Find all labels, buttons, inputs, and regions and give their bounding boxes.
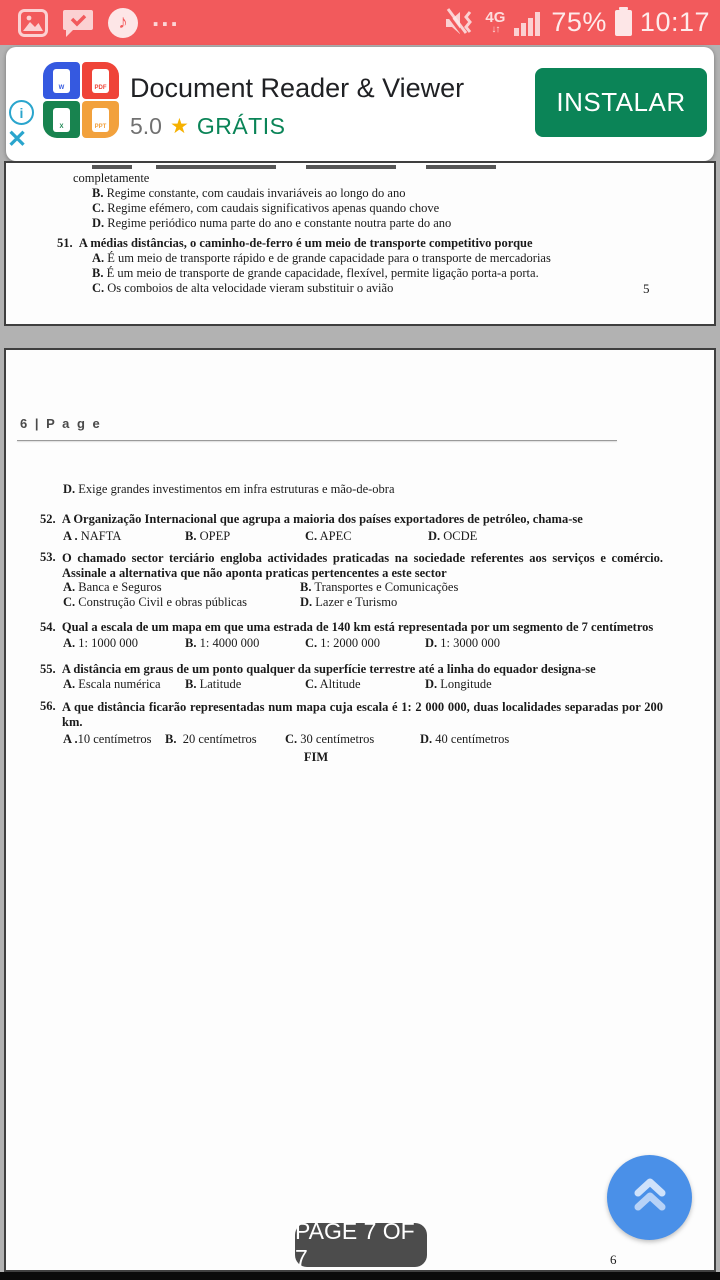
question-52: 52. A Organização Internacional que agrupa a maioria dos países exportadores de petróleo, chama-se [40, 512, 583, 526]
star-icon: ★ [169, 115, 189, 138]
ppt-doc-icon: PPT [82, 101, 119, 138]
music-app-icon: ♪ [108, 8, 138, 38]
question-53: 53. [40, 550, 56, 564]
excel-doc-icon: X [43, 101, 80, 138]
battery-percent-label: 75% [551, 7, 607, 37]
question-53-option-d: D. Lazer e Turismo [300, 595, 398, 609]
bottom-edge-bar [0, 1272, 720, 1280]
clipped-text-fragments [426, 165, 496, 169]
price-label: GRÁTIS [196, 113, 286, 139]
question-54-option-c: C. 1: 2000 000 [305, 636, 381, 650]
network-type-indicator: 4G ↓↑ [485, 9, 506, 35]
question-54-option-b: B. 1: 4000 000 [185, 636, 260, 650]
intro-option-d: D. Exige grandes investimentos em infra estruturas e mão-de-obra [63, 482, 395, 496]
ad-rating-row [130, 113, 285, 140]
mute-vibrate-icon [443, 8, 477, 38]
signal-strength-icon [513, 10, 543, 36]
page-6-number: 6 [610, 1252, 617, 1267]
question-53-option-c: C. Construção Civil e obras públicas [63, 595, 248, 609]
battery-icon [615, 10, 632, 36]
gallery-icon [18, 9, 48, 37]
page-5-number: 5 [643, 281, 650, 296]
ad-close-icon[interactable]: ✕ [7, 126, 28, 153]
rating-value: 5.0 [130, 113, 162, 139]
pdf-doc-icon: PDF [82, 62, 119, 99]
page-header: 6 | P a g e [20, 416, 102, 431]
question-54-option-a: A. 1: 1000 000 [63, 636, 139, 650]
question-55-option-d: D. Longitude [425, 677, 492, 691]
chevrons-up-icon [629, 1175, 671, 1220]
app-icon [43, 62, 119, 138]
document-page-5[interactable] [4, 161, 716, 326]
doc-option: B. Regime constante, com caudais invariáveis ao longo do ano [92, 186, 406, 200]
question-53-option-b: B. Transportes e Comunicações [300, 580, 459, 594]
question-54: 54. Qual a escala de um mapa em que uma estrada de 140 km está representada por um segmento de 7 centímetros [40, 620, 654, 634]
page-indicator-badge: PAGE 7 OF 7 [295, 1223, 427, 1267]
question-51: 51. A médias distâncias, o caminho-de-ferro é um meio de transporte competitivo porque [57, 236, 533, 250]
status-bar [0, 0, 720, 45]
question-51-option-b: B. É um meio de transporte de grande capacidade, flexível, permite ligação porta-a porta. [92, 266, 539, 280]
question-56-option-c: C. 30 centímetros [285, 732, 375, 746]
ad-app-title: Document Reader & Viewer [130, 73, 465, 103]
question-52-option-c: C. APEC [305, 529, 352, 543]
question-52-option-b: B. OPEP [185, 529, 231, 543]
end-of-exam-label: FIM [303, 750, 329, 764]
header-rule [17, 440, 617, 441]
clipped-text-fragments [156, 165, 276, 169]
clipped-text-fragments [306, 165, 396, 169]
install-button[interactable]: INSTALAR [535, 68, 707, 137]
question-55-option-b: B. Latitude [185, 677, 242, 691]
question-54-option-d: D. 1: 3000 000 [425, 636, 501, 650]
question-55-option-a: A. Escala numérica [63, 677, 161, 691]
question-53-option-a: A. Banca e Seguros [63, 580, 162, 594]
message-check-icon [62, 8, 94, 38]
document-page-6[interactable] [4, 348, 716, 1272]
more-indicator: ... [152, 2, 180, 32]
clipped-text-fragments [92, 165, 132, 169]
clock-label: 10:17 [639, 7, 710, 37]
question-56-text: A que distância ficarão representadas num mapa cuja escala é 1: 2 000 000, duas localidades separadas por 200 km. [62, 700, 663, 729]
question-56-option-a: A .10 centímetros [63, 732, 152, 746]
question-53-text: O chamado sector terciário engloba actividades praticadas na sociedade referentes aos serviços e comércio. Assinale a alternativa que não aponta praticas pertencentes a este sector [62, 551, 663, 580]
doc-option: D. Regime periódico numa parte do ano e constante noutra parte do ano [92, 216, 452, 230]
question-56: 56. [40, 699, 56, 713]
question-51-option-c: C. Os comboios de alta velocidade vieram substituir o avião [92, 281, 394, 295]
doc-line: completamente [73, 171, 150, 185]
scroll-to-top-button[interactable] [607, 1155, 692, 1240]
question-52-option-a: A . NAFTA [63, 529, 122, 543]
question-56-option-b: B. 20 centímetros [165, 732, 257, 746]
question-56-option-d: D. 40 centímetros [420, 732, 510, 746]
question-55-option-c: C. Altitude [305, 677, 361, 691]
question-55: 55. A distância em graus de um ponto qualquer da superfície terrestre até a linha do equador designa-se [40, 662, 596, 676]
word-doc-icon: W [43, 62, 80, 99]
ad-info-icon[interactable]: i [9, 100, 34, 125]
question-51-option-a: A. É um meio de transporte rápido e de grande capacidade para o transporte de mercadorias [92, 251, 551, 265]
ad-banner-card[interactable] [6, 47, 714, 161]
doc-option: C. Regime efémero, com caudais significativos apenas quando chove [92, 201, 440, 215]
question-52-option-d: D. OCDE [428, 529, 478, 543]
